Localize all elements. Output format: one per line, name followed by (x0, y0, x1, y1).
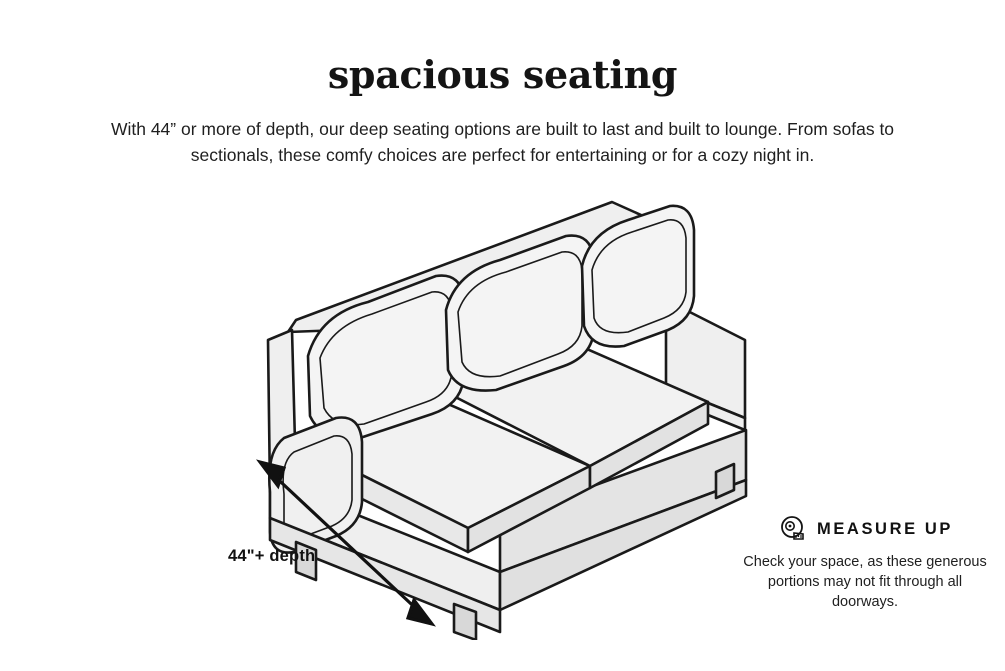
sofa-illustration (200, 180, 800, 640)
measure-up-title: MEASURE UP (816, 519, 953, 538)
tape-measure-icon (777, 514, 807, 544)
page-description: With 44” or more of depth, our deep seating options are built to last and built to lounge. From sofas to sectionals, these comfy choices are perfect for entertaining or for a cozy night in. (110, 119, 895, 165)
measure-up-callout (740, 512, 990, 612)
depth-dimension-label: 44"+ depth (228, 547, 316, 565)
page-title: spacious seating (327, 52, 678, 97)
measure-up-body: Check your space, as these generous portions may not fit through all doorways. (743, 554, 987, 610)
